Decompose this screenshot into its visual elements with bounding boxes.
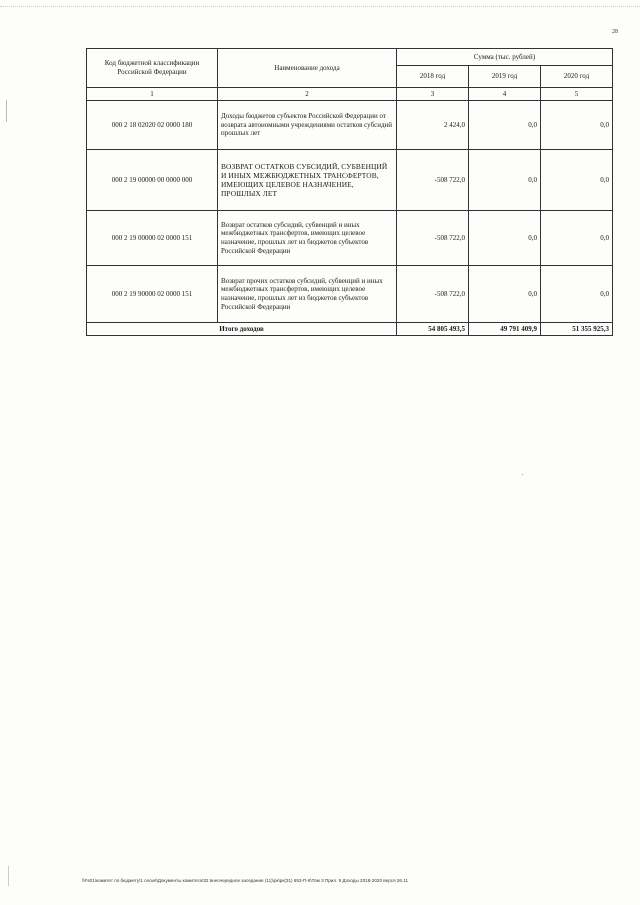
header-year-2020: 2020 год xyxy=(541,66,613,88)
column-number: 3 xyxy=(397,88,469,101)
table-row xyxy=(87,101,613,150)
header-year-2019: 2019 год xyxy=(469,66,541,88)
scan-speck xyxy=(8,866,9,886)
total-value-2020: 51 355 925,3 xyxy=(541,323,613,336)
row-value-2020: 0,0 xyxy=(541,211,613,266)
row-value-2020: 0,0 xyxy=(541,266,613,323)
row-value-2019: 0,0 xyxy=(469,101,541,150)
left-scan-mark xyxy=(6,100,7,122)
row-value-2019: 0,0 xyxy=(469,211,541,266)
footer-file-path: \\Fs01\комитет по бюджету\1 сесия\Документы комитета\32 внеочередное заседание (11)\рк\рк(31) 653-П-6\Том 3 Прил. 9 Доходы 2018-2020 верся 26.11 xyxy=(82,878,408,883)
top-scan-edge xyxy=(0,6,640,8)
row-value-2018: -508 722,0 xyxy=(397,266,469,323)
row-name: Возврат прочих остатков субсидий, субвенций и иных межбюджетных трансфертов, имеющих целевое назначение, прошлых лет из бюджетов субъектов Российской Федерации xyxy=(218,266,397,323)
row-name: ВОЗВРАТ ОСТАТКОВ СУБСИДИЙ, СУБВЕНЦИЙ И ИНЫХ МЕЖБЮДЖЕТНЫХ ТРАНСФЕРТОВ, ИМЕЮЩИХ ЦЕЛЕВОЕ НАЗНАЧЕНИЕ, ПРОШЛЫХ ЛЕТ xyxy=(218,150,397,211)
total-row xyxy=(87,323,613,336)
row-code: 000 2 18 02020 02 0000 180 xyxy=(87,101,218,150)
row-code: 000 2 19 00000 02 0000 151 xyxy=(87,211,218,266)
row-name: Возврат остатков субсидий, субвенций и иных межбюджетных трансфертов, имеющих целевое назначение, прошлых лет из бюджетов субъектов Российской Федерации xyxy=(218,211,397,266)
table-row xyxy=(87,266,613,323)
row-value-2019: 0,0 xyxy=(469,150,541,211)
row-code: 000 2 19 90000 02 0000 151 xyxy=(87,266,218,323)
column-number: 1 xyxy=(87,88,218,101)
table-header-row xyxy=(87,49,613,66)
column-number: 2 xyxy=(218,88,397,101)
header-code: Код бюджетной классификации Российской Федерации xyxy=(87,49,218,88)
total-value-2019: 49 791 409,9 xyxy=(469,323,541,336)
column-number: 4 xyxy=(469,88,541,101)
scan-speck xyxy=(522,474,523,475)
header-year-2018: 2018 год xyxy=(397,66,469,88)
column-number-row xyxy=(87,88,613,101)
row-value-2018: -508 722,0 xyxy=(397,150,469,211)
table-row xyxy=(87,150,613,211)
revenue-table xyxy=(86,48,613,336)
column-number: 5 xyxy=(541,88,613,101)
total-value-2018: 54 805 493,5 xyxy=(397,323,469,336)
header-name: Наименование дохода xyxy=(218,49,397,88)
row-code: 000 2 19 00000 00 0000 000 xyxy=(87,150,218,211)
page-number: 28 xyxy=(612,29,618,35)
table-row xyxy=(87,211,613,266)
row-name: Доходы бюджетов субъектов Российской Федерации от возврата автономными учреждениями остатков субсидий прошлых лет xyxy=(218,101,397,150)
header-sum: Сумма (тыс. рублей) xyxy=(397,49,613,66)
row-value-2018: 2 424,0 xyxy=(397,101,469,150)
row-value-2019: 0,0 xyxy=(469,266,541,323)
row-value-2020: 0,0 xyxy=(541,101,613,150)
row-value-2020: 0,0 xyxy=(541,150,613,211)
total-label: Итого доходов xyxy=(87,323,397,336)
row-value-2018: -508 722,0 xyxy=(397,211,469,266)
